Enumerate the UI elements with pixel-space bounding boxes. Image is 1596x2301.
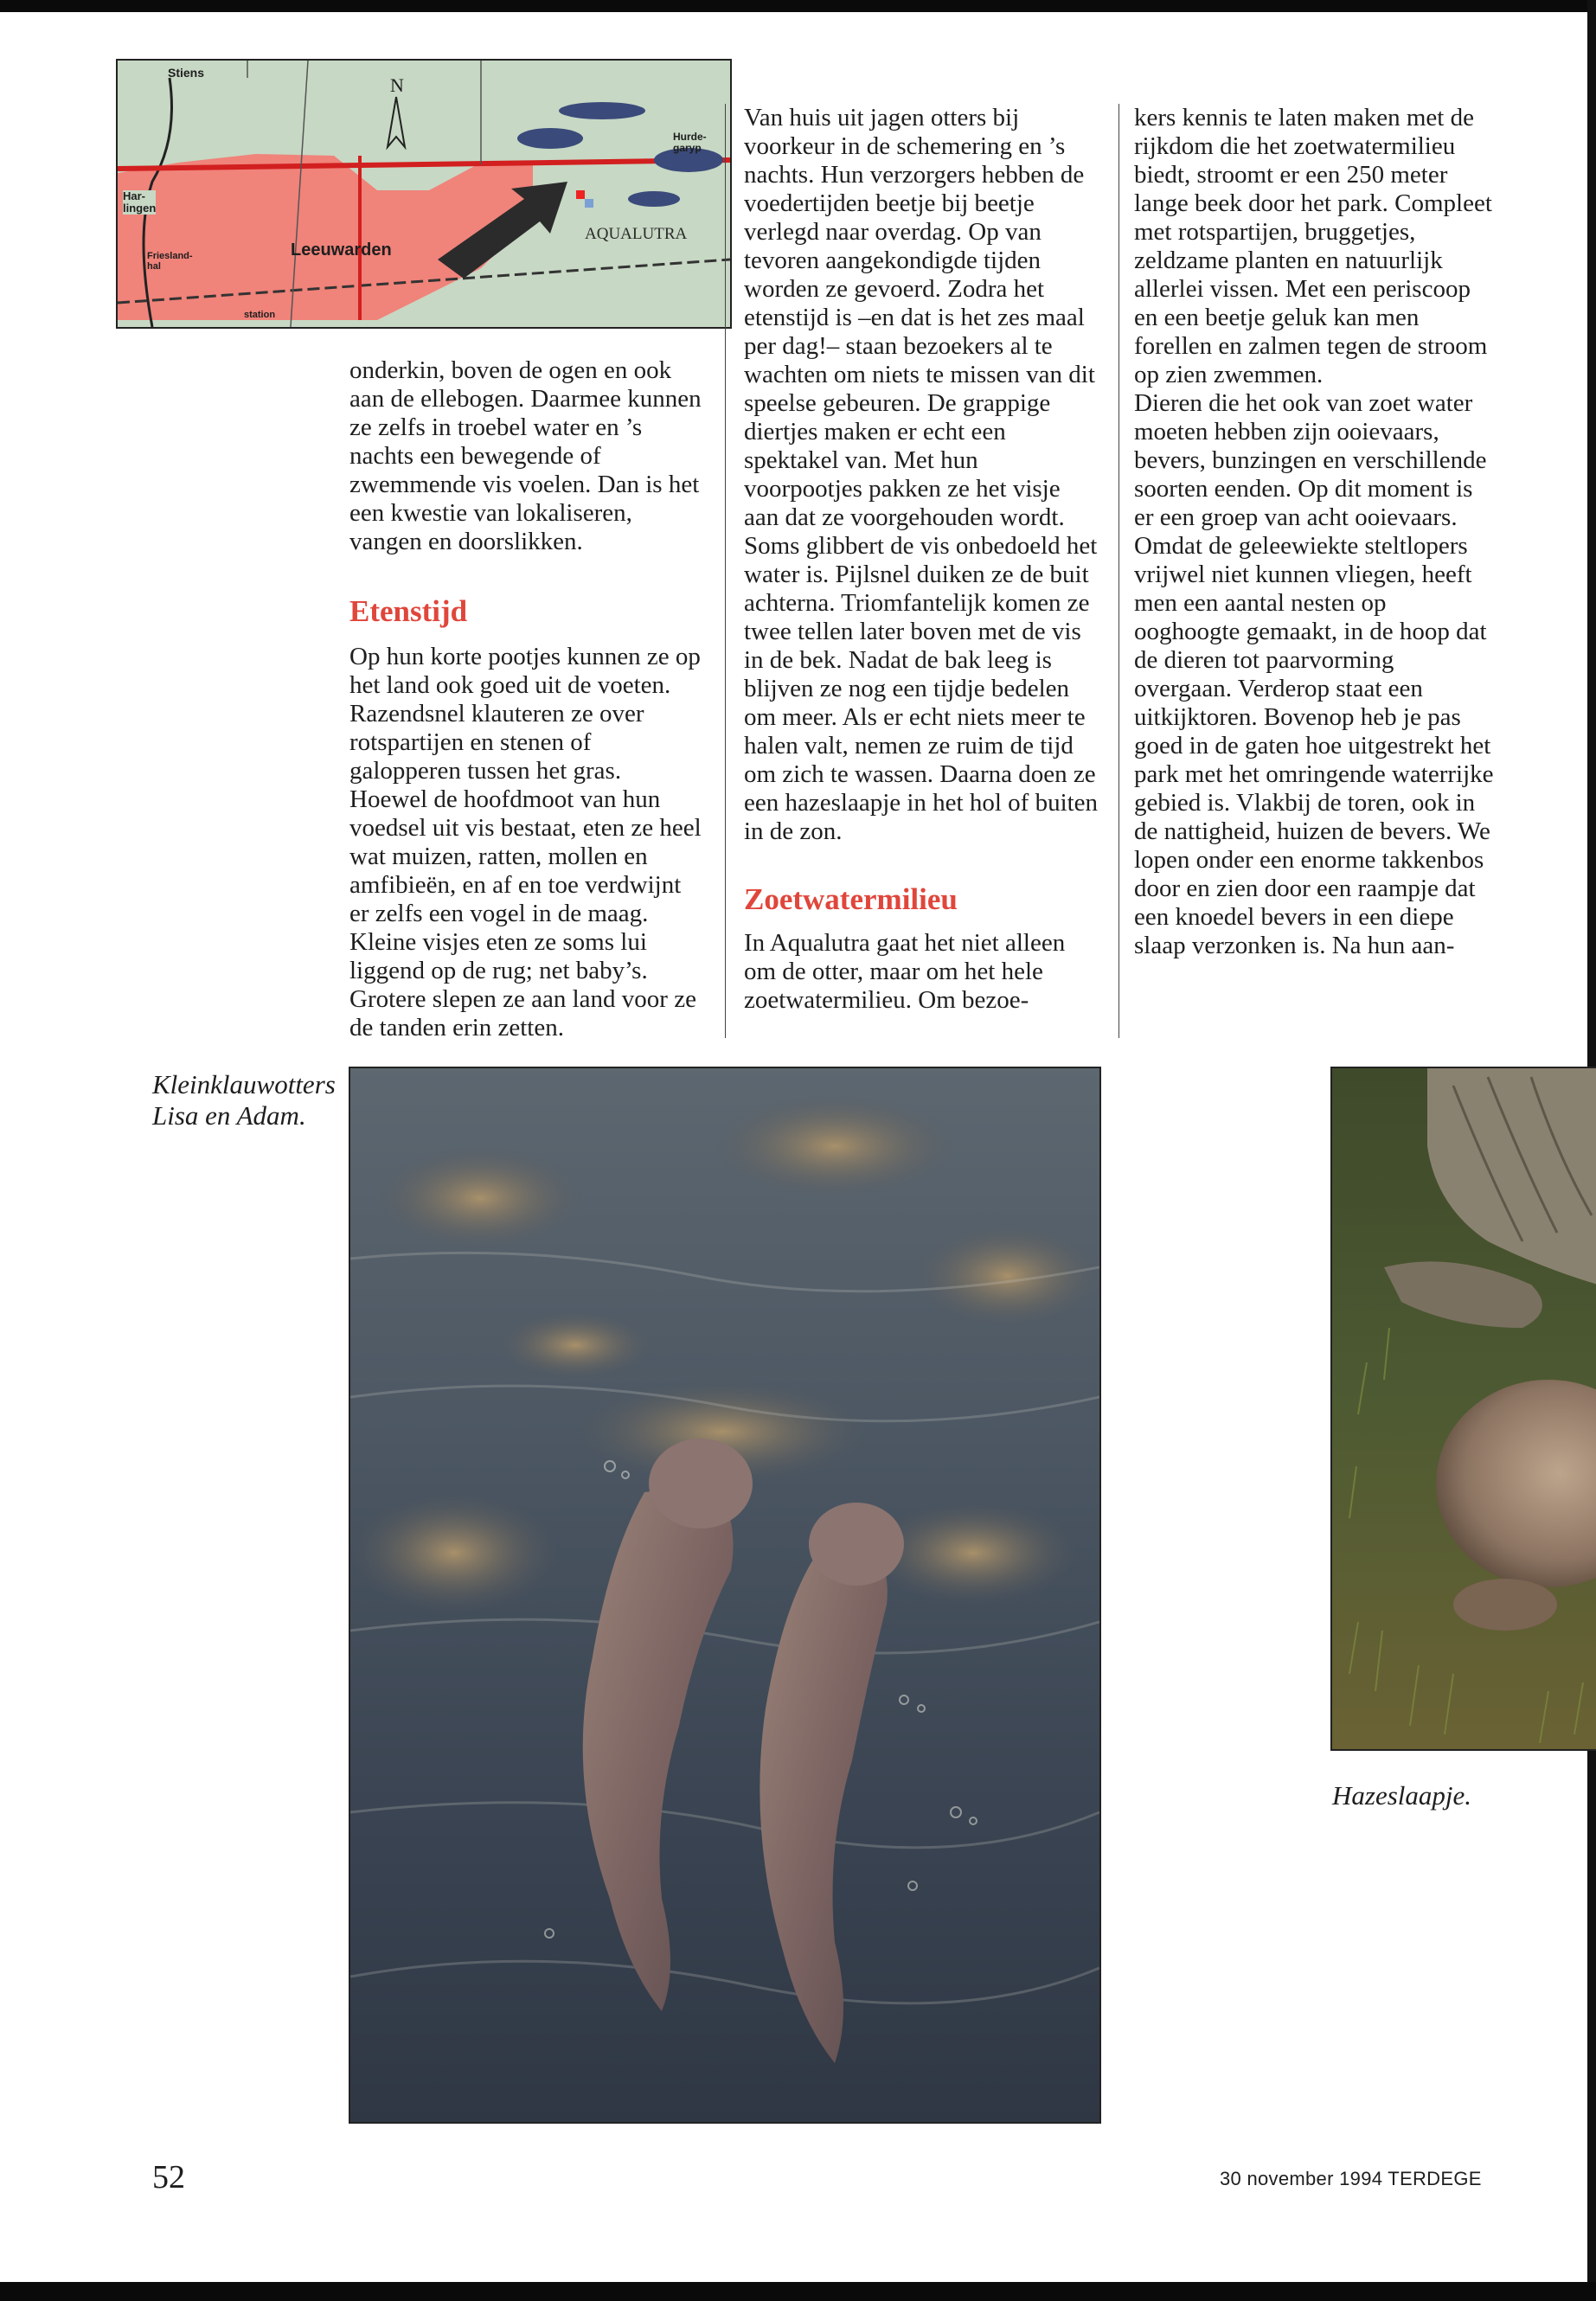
column-divider [725,104,726,1038]
map-label-hurdegaryp: Hurde- garyp [673,131,707,154]
map-label-north: N [390,74,404,96]
map-label-leeuwarden: Leeuwarden [291,240,392,260]
otter-left-head [649,1439,753,1529]
caption-hazeslaapje: Hazeslaapje. [1332,1780,1472,1811]
paragraph-feeding: Van huis uit jagen otters bij voorkeur in de schemering en ’s nachts. Hun verzorgers hebben de voedertijden beetje bij beetje verlegd naar overdag. Op van tevoren aangekondigde tijden worden ze gevoerd. Zodra het etenstijd is –en dat is het zes maal per dag!– staan bezoekers al te wachten om niets te missen van dit speelse gebeuren. De grappige diertjes maken er echt een spektakel van. Met hun voorpootjes pakken ze het visje aan dat ze voorgehouden wordt. Soms glibbert de vis onbedoeld het water is. Pijlsnel duiken ze de buit achterna. Triomfantelijk komen ze twee tellen later boven met de vis in de bek. Nadat de bak leeg is blijven ze nog een tijdje bedelen om meer. Als er echt niets meer te halen valt, nemen ze ruim de tijd om zich te wassen. Daarna doen ze een hazeslaapje in het hol of buiten in de zon. [744,104,1099,845]
map-label-aqualutra: AQUALUTRA [585,225,688,243]
paragraph-etenstijd: Op hun korte pootjes kunnen ze op het land ook goed uit de voeten. Razendsnel klauteren ze over rotspartijen en stenen of galopperen tussen het gras. Hoewel de hoofdmoot van hun voedsel uit vis bestaat, eten ze heel wat muizen, ratten, mollen en amfibieën, en af en toe verdwijnt er zelfs een vogel in de maag. Kleine visjes eten ze soms lui liggend op de rug; net baby’s. Grotere slepen ze aan land voor ze de tanden erin zetten. [349,643,702,1042]
map-lake [628,191,680,207]
page-number: 52 [152,2159,185,2195]
heading-etenstijd: Etenstijd [349,594,468,628]
map-label-stiens: Stiens [168,66,205,80]
paragraph-beek: kers kennis te laten maken met de rijkdom die het zoetwatermilieu biedt, stroomt er een 250 meter lange beek door het park. Compleet met rotspartijen, bruggetjes, zeldzame planten en natuurlijk allerlei vissen. Met een periscoop en een beetje geluk kan men forellen en zalmen tegen de stroom op zien zwemmen. [1134,104,1492,388]
column-2 [744,104,1100,1015]
column-3 [1134,104,1494,960]
map-label-station: station [244,310,276,320]
scan-border-top [0,0,1596,12]
paragraph-intro: onderkin, boven de ogen en ook aan de ellebogen. Daarmee kunnen ze zelfs in troebel water en ’s nachts een bewegende of zwemmende vis voelen. Dan is het een kwestie van lokaliseren, vangen en doorslikken. [349,356,702,555]
location-map [116,59,732,329]
otters-image [350,1068,1099,2122]
map-aqualutra-marker [585,199,593,208]
map-lake [559,102,645,119]
column-1 [349,356,704,1042]
otter-right-head [809,1503,904,1586]
paragraph-zoetwater: In Aqualutra gaat het niet alleen om de otter, maar om het hele zoetwatermilieu. Om bezoe- [744,929,1066,1014]
otter-paw [1453,1579,1557,1631]
paragraph-dieren: Dieren die het ook van zoet water moeten hebben zijn ooievaars, bevers, bunzingen en verschillende soorten eenden. Op dit moment is er een groep van acht ooievaars. Omdat de geleewiekte steltlopers vrijwel niet kunnen vliegen, heeft men een aantal nesten op ooghoogte gemaakt, in de hoop dat de dieren tot paarvorming overgaan. Verderop staat een uitkijktoren. Bovenop heb je pas goed in de gaten hoe uitgestrekt het park met het omringende waterrijke gebied is. Vlakbij de toren, ook in de nattigheid, huizen de bevers. We lopen onder een enorme takkenbos door en zien door een raampje dat een knoedel bevers in een diepe slaap verzonken is. Na hun aan- [1134,389,1494,959]
caption-otters: Kleinklauwotters Lisa en Adam. [152,1069,336,1131]
map-label-frieslandhal: Friesland- hal [147,251,193,272]
sleeping-otter-image [1332,1068,1596,1749]
issue-footer: 30 november 1994 TERDEGE [1220,2168,1482,2189]
column-divider [1118,104,1119,1038]
map-label-harlingen: Har- lingen [123,189,157,215]
photo-hazeslaapje [1330,1067,1596,1751]
heading-zoetwatermilieu: Zoetwatermilieu [744,882,958,916]
photo-otters-swimming [349,1067,1101,2124]
map-aqualutra-marker [576,190,585,199]
map-lake [517,128,583,149]
scan-border-bottom [0,2282,1596,2301]
map-graphic [118,61,730,327]
